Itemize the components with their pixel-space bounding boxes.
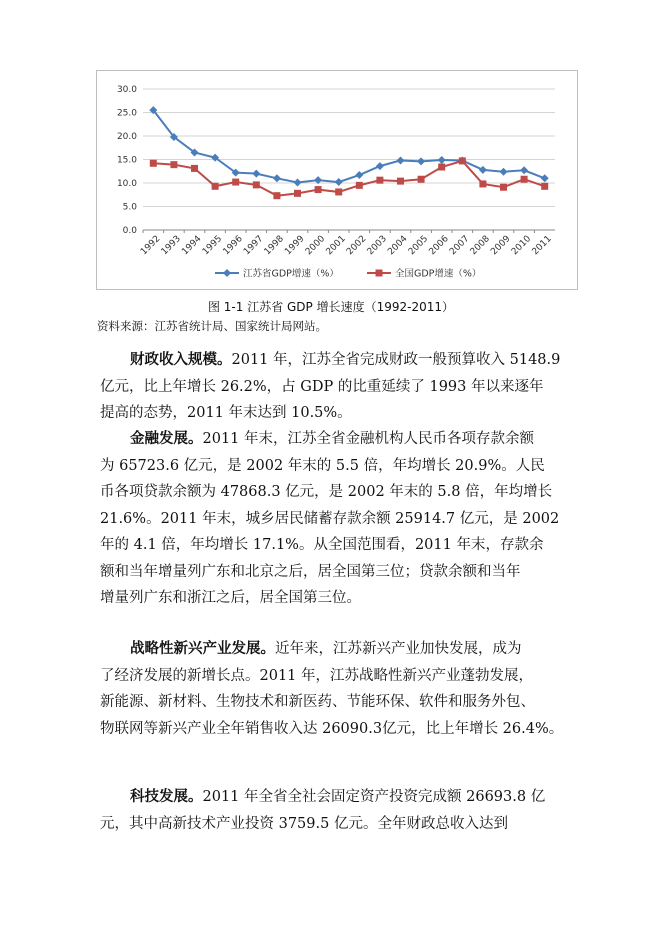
series-line-1 — [153, 110, 544, 182]
x-tick-label: 1997 — [242, 234, 266, 258]
paragraph-heading: 战略性新兴产业发展。 — [130, 640, 275, 657]
data-point-square — [253, 181, 260, 188]
x-tick-label: 2001 — [324, 234, 348, 258]
paragraph-first-line — [100, 347, 580, 374]
data-point-square — [294, 190, 301, 197]
data-point-diamond — [417, 157, 425, 165]
y-tick-label: 30.0 — [116, 85, 137, 95]
data-point-square — [418, 176, 425, 183]
x-tick-label: 1996 — [221, 234, 245, 258]
y-tick-label: 20.0 — [116, 132, 137, 142]
paragraph-line: 增量列广东和浙江之后，居全国第三位。 — [100, 590, 361, 606]
paragraph-first-line — [100, 636, 580, 663]
data-point-diamond — [438, 156, 446, 164]
data-point-square — [438, 164, 445, 171]
x-tick-label: 2011 — [530, 234, 554, 258]
data-point-square — [356, 182, 363, 189]
paragraph-line: 21.6%。2011 年末，城乡居民储蓄存款余额 25914.7 亿元，是 2002 — [100, 510, 560, 527]
y-tick-label: 15.0 — [116, 155, 137, 166]
paragraph-finance — [100, 426, 580, 612]
figure-caption: 图 1-1 江苏省 GDP 增长速度（1992-2011） — [207, 300, 455, 314]
data-point-square — [541, 183, 548, 190]
x-tick-label: 2005 — [406, 234, 431, 258]
legend-marker-diamond — [223, 269, 231, 277]
x-tick-label: 2008 — [468, 234, 492, 258]
x-tick-label: 1999 — [283, 234, 307, 258]
legend-marker-square — [376, 270, 383, 277]
x-tick-label: 1993 — [159, 234, 183, 258]
data-point-square — [459, 157, 466, 164]
data-point-square — [335, 188, 342, 195]
paragraph-line: 新能源、新材料、生物技术和新医药、节能环保、软件和服务外包、 — [100, 694, 535, 710]
x-tick-label: 2002 — [345, 234, 369, 258]
data-point-diamond — [252, 170, 260, 178]
data-point-square — [500, 184, 507, 191]
paragraph-fiscal-revenue — [100, 347, 580, 427]
paragraph-first-line — [100, 784, 580, 811]
y-tick-label: 0.0 — [122, 226, 137, 236]
x-tick-label: 1998 — [262, 234, 286, 258]
x-tick-label: 2000 — [303, 234, 328, 258]
data-point-diamond — [520, 166, 528, 174]
y-tick-label: 5.0 — [122, 202, 137, 213]
x-tick-label: 2006 — [427, 234, 451, 258]
data-point-square — [315, 186, 322, 193]
legend-label: 江苏省GDP增速（%） — [243, 268, 339, 280]
paragraph-line: 年的 4.1 倍，年均增长 17.1%。从全国范围看，2011 年末，存款余 — [100, 537, 544, 553]
paragraph-text: 近年来，江苏新兴产业加快发展，成为 — [275, 641, 522, 657]
data-point-square — [212, 183, 219, 190]
line-chart-svg — [97, 71, 577, 289]
data-point-diamond — [294, 179, 302, 187]
data-point-diamond — [355, 171, 363, 179]
data-point-diamond — [335, 178, 343, 186]
data-point-square — [376, 177, 383, 184]
data-point-diamond — [541, 174, 549, 182]
paragraph-text: 2011 年全省全社会固定资产投资完成额 26693.8 亿 — [202, 789, 546, 805]
x-tick-label: 2003 — [365, 234, 389, 258]
paragraph-heading: 财政收入规模。 — [130, 351, 232, 368]
paragraph-line: 物联网等新兴产业全年销售收入达 26090.3亿元，比上年增长 26.4%。 — [100, 720, 564, 737]
y-tick-label: 10.0 — [116, 179, 137, 189]
paragraph-line: 币各项贷款余额为 47868.3 亿元，是 2002 年末的 5.8 倍，年均增长 — [100, 484, 553, 500]
paragraph-technology — [100, 784, 580, 837]
paragraph-emerging-industries — [100, 636, 580, 742]
data-point-square — [191, 165, 198, 172]
paragraph-heading: 科技发展。 — [130, 788, 203, 805]
paragraph-text: 2011 年末，江苏全省金融机构人民币各项存款余额 — [202, 431, 535, 447]
legend-label: 全国GDP增速（%） — [395, 268, 482, 280]
data-source-note: 资料来源：江苏省统计局、国家统计局网站。 — [97, 319, 327, 333]
data-point-square — [232, 179, 239, 186]
paragraph-line: 额和当年增量列广东和北京之后，居全国第三位；贷款余额和当年 — [100, 563, 521, 580]
paragraph-text: 2011 年，江苏全省完成财政一般预算收入 5148.9 — [231, 352, 561, 368]
paragraph-line: 亿元，比上年增长 26.2%，占 GDP 的比重延续了 1993 年以来逐年 — [100, 378, 544, 395]
y-tick-label: 25.0 — [116, 108, 137, 119]
data-point-square — [397, 178, 404, 185]
data-point-square — [521, 176, 528, 183]
x-tick-label: 2004 — [386, 234, 410, 258]
x-tick-label: 2009 — [489, 234, 513, 258]
data-point-diamond — [479, 166, 487, 174]
data-point-square — [273, 192, 280, 199]
x-tick-label: 1994 — [180, 234, 204, 258]
data-point-diamond — [500, 168, 508, 176]
x-tick-label: 2010 — [509, 234, 534, 258]
data-point-diamond — [376, 162, 384, 170]
data-point-diamond — [397, 156, 405, 164]
paragraph-first-line — [100, 426, 580, 453]
paragraph-line: 为 65723.6 亿元，是 2002 年末的 5.5 倍，年均增长 20.9%。人民 — [100, 457, 545, 474]
paragraph-line: 了经济发展的新增长点。2011 年，江苏战略性新兴产业蓬勃发展， — [100, 667, 534, 684]
data-point-diamond — [273, 174, 281, 182]
x-tick-label: 1995 — [200, 234, 225, 258]
x-tick-label: 2007 — [448, 234, 472, 258]
x-tick-label: 1992 — [139, 234, 163, 258]
data-point-square — [150, 160, 157, 167]
data-point-square — [170, 161, 177, 168]
paragraph-line: 元，其中高新技术产业投资 3759.5 亿元。全年财政总收入达到 — [100, 815, 508, 832]
data-point-square — [479, 180, 486, 187]
paragraph-heading: 金融发展。 — [130, 430, 203, 447]
paragraph-line: 提高的态势，2011 年末达到 10.5%。 — [100, 405, 352, 421]
gdp-growth-chart — [96, 70, 578, 290]
